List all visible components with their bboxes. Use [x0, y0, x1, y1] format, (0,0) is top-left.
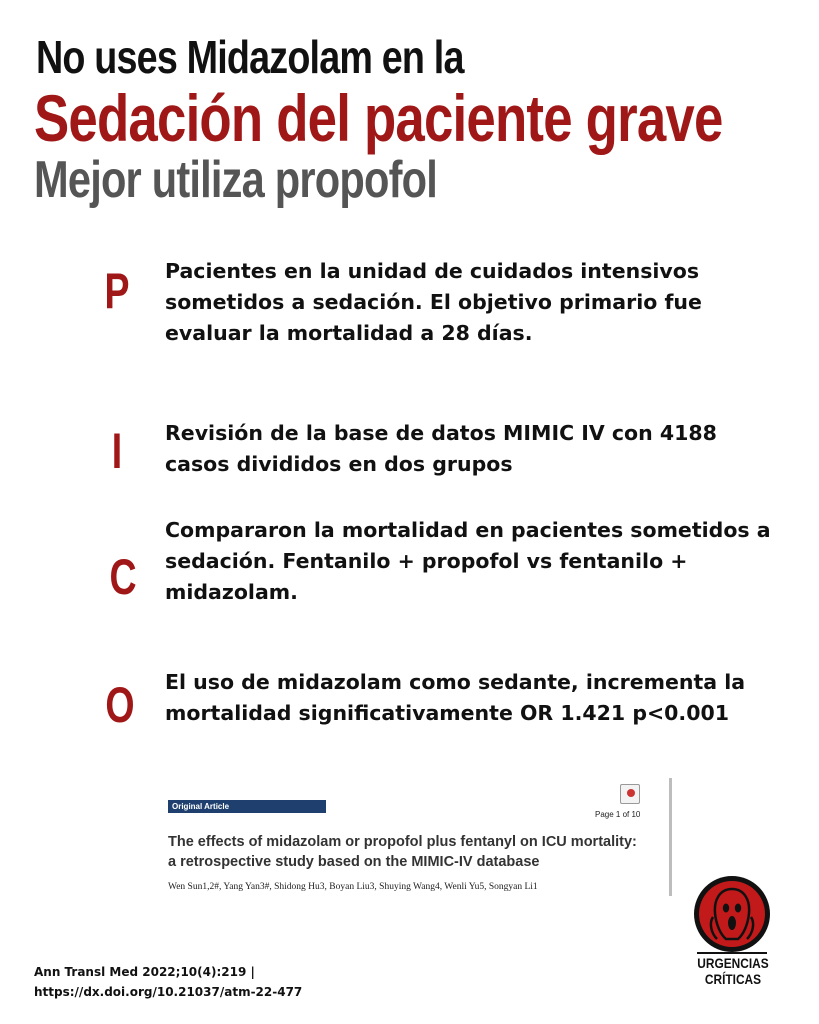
paper-tag: Original Article: [168, 800, 326, 813]
paper-authors: Wen Sun1,2#, Yang Yan3#, Shidong Hu3, Boyan Liu3, Shuying Wang4, Wenli Yu5, Songyan Li1: [168, 882, 538, 892]
logo-line-1: URGENCIAS: [697, 955, 769, 971]
pico-letter-c: C: [109, 549, 137, 605]
pico-letter-i: I: [111, 423, 123, 479]
pico-text-i: Revisión de la base de datos MIMIC IV con 4188 casos divididos en dos grupos: [165, 421, 717, 476]
title-line-1: No uses Midazolam en la: [36, 31, 464, 83]
scream-logo-icon: [694, 876, 770, 952]
check-updates-icon: [620, 784, 640, 804]
subtitle: Mejor utiliza propofol: [34, 151, 437, 209]
title-line-2: Sedación del paciente grave: [34, 81, 723, 155]
logo-text: [696, 955, 769, 987]
citation-doi-link[interactable]: https://dx.doi.org/10.21037/atm-22-477: [34, 985, 303, 999]
pico-letter-p: P: [104, 263, 130, 319]
logo-divider: [697, 952, 767, 954]
pico-text-o: El uso de midazolam como sedante, incrementa la mortalidad significativamente OR 1.421 p<0.001: [165, 670, 746, 725]
paper-snippet: [160, 778, 672, 898]
citation-line-1: Ann Transl Med 2022;10(4):219 |: [34, 965, 255, 979]
paper-title: The effects of midazolam or propofol plus fentanyl on ICU mortality: a retrospective study based on the MIMIC-IV database: [168, 834, 637, 870]
paper-page: Page 1 of 10: [595, 810, 641, 819]
pico-text-p: Pacientes en la unidad de cuidados intensivos sometidos a sedación. El objetivo primario fue evaluar la mortalidad a 28 días.: [165, 259, 702, 345]
pico-letter-o: O: [105, 677, 135, 733]
logo-line-2: CRÍTICAS: [704, 971, 762, 987]
pico-text-c: Compararon la mortalidad en pacientes sometidos a sedación. Fentanilo + propofol vs fentanilo + midazolam.: [165, 518, 771, 604]
paper-divider: [669, 778, 672, 896]
citation: [34, 962, 374, 1002]
